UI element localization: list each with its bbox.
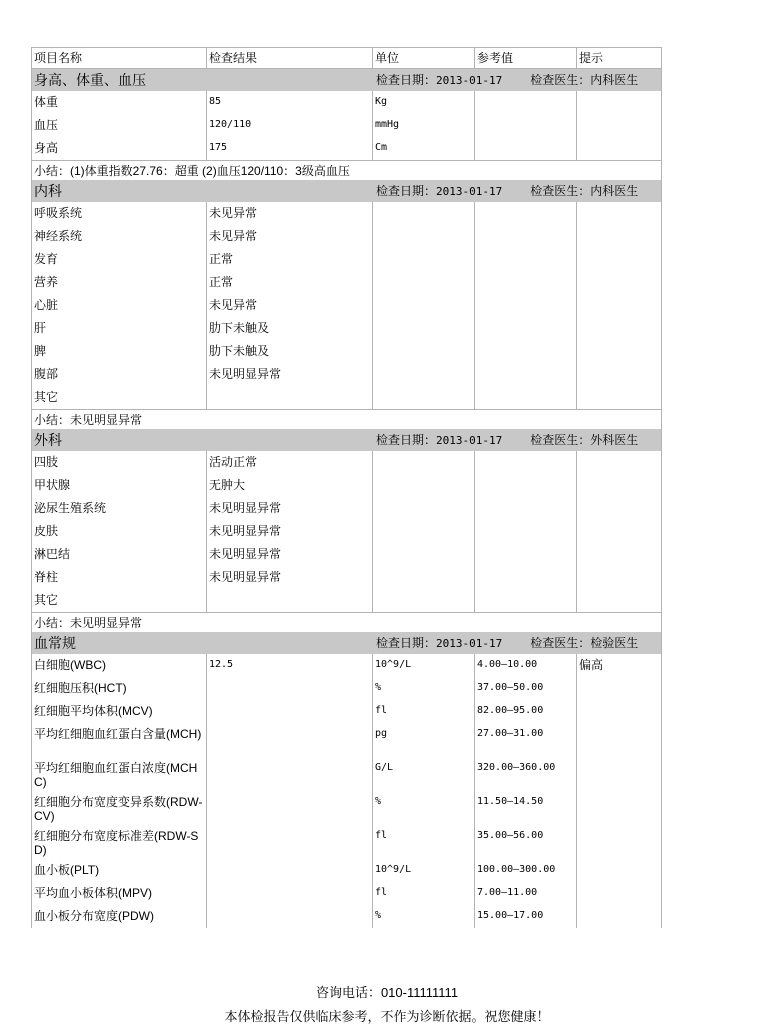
- cell-result: [207, 757, 373, 791]
- cell-reference: [475, 137, 577, 161]
- footer-phone: 咨询电话：010-11111111: [315, 985, 459, 1000]
- cell-item: 平均血小板体积(MPV): [32, 882, 207, 905]
- cell-result: [207, 882, 373, 905]
- cell-item: 脾: [32, 340, 207, 363]
- cell-reference: [475, 271, 577, 294]
- section-meta: [376, 184, 661, 199]
- cell-result: 未见异常: [207, 202, 373, 225]
- cell-hint: [577, 825, 662, 859]
- cell-reference: [475, 248, 577, 271]
- cell-unit: %: [373, 677, 475, 700]
- table-row: [32, 225, 662, 248]
- cell-result: 85: [207, 91, 373, 114]
- cell-reference: 27.00—31.00: [475, 723, 577, 757]
- cell-item: 红细胞平均体积(MCV): [32, 700, 207, 723]
- cell-hint: [577, 340, 662, 363]
- cell-result: [207, 859, 373, 882]
- cell-item: 脊柱: [32, 566, 207, 589]
- cell-unit: fl: [373, 700, 475, 723]
- cell-reference: [475, 520, 577, 543]
- check-doctor: [530, 433, 638, 447]
- cell-hint: [577, 566, 662, 589]
- section-header-row: [32, 180, 662, 202]
- cell-result: 未见异常: [207, 225, 373, 248]
- cell-result: 120/110: [207, 114, 373, 137]
- cell-hint: [577, 723, 662, 757]
- section-meta: [376, 433, 661, 448]
- cell-item: 营养: [32, 271, 207, 294]
- cell-hint: [577, 543, 662, 566]
- table-row: [32, 114, 662, 137]
- cell-reference: [475, 451, 577, 474]
- section-header-row: [32, 632, 662, 654]
- cell-unit: [373, 566, 475, 589]
- section-summary-row: [32, 613, 662, 633]
- cell-result: 未见明显异常: [207, 497, 373, 520]
- check-date-label: 检查日期：: [376, 183, 437, 198]
- check-doctor-value: 检验医生: [590, 635, 639, 650]
- cell-item: 红细胞压积(HCT): [32, 677, 207, 700]
- cell-unit: [373, 248, 475, 271]
- footer-note: 本体检报告仅供临床参考，不作为诊断依据。祝您健康！: [224, 1009, 550, 1024]
- cell-hint: [577, 225, 662, 248]
- cell-reference: [475, 589, 577, 613]
- section-meta: [376, 73, 661, 88]
- cell-reference: 15.00—17.00: [475, 905, 577, 928]
- cell-unit: [373, 474, 475, 497]
- cell-item: 平均红细胞血红蛋白含量(MCH): [32, 723, 207, 757]
- check-date-value: 2013-01-17: [436, 73, 503, 87]
- cell-reference: [475, 497, 577, 520]
- column-header-row: [32, 48, 662, 69]
- cell-result: 175: [207, 137, 373, 161]
- cell-unit: [373, 386, 475, 410]
- check-doctor-value: 内科医生: [590, 183, 639, 198]
- check-doctor-label: 检查医生：: [530, 635, 591, 650]
- section-summary: 小结：未见明显异常: [32, 613, 662, 633]
- cell-item: 平均红细胞血红蛋白浓度(MCHC): [32, 757, 207, 791]
- cell-unit: [373, 202, 475, 225]
- cell-item: 红细胞分布宽度标准差(RDW-SD): [32, 825, 207, 859]
- cell-hint: [577, 451, 662, 474]
- table-row: [32, 340, 662, 363]
- cell-result: 未见异常: [207, 294, 373, 317]
- cell-hint: [577, 114, 662, 137]
- cell-result: [207, 386, 373, 410]
- table-row: [32, 363, 662, 386]
- section-name: 血常规: [34, 634, 76, 651]
- table-row: [32, 317, 662, 340]
- cell-reference: [475, 543, 577, 566]
- cell-item: 其它: [32, 386, 207, 410]
- cell-result: 无肿大: [207, 474, 373, 497]
- section-meta: [376, 636, 661, 651]
- cell-item: 淋巴结: [32, 543, 207, 566]
- cell-item: 其它: [32, 589, 207, 613]
- cell-result: 未见明显异常: [207, 520, 373, 543]
- table-row: [32, 677, 662, 700]
- cell-result: 活动正常: [207, 451, 373, 474]
- cell-reference: 320.00—360.00: [475, 757, 577, 791]
- check-doctor-label: 检查医生：: [530, 432, 591, 447]
- cell-reference: [475, 114, 577, 137]
- section-summary-row: [32, 410, 662, 430]
- cell-hint: [577, 700, 662, 723]
- cell-reference: 4.00—10.00: [475, 654, 577, 677]
- cell-result: 未见明显异常: [207, 363, 373, 386]
- cell-hint: [577, 202, 662, 225]
- cell-hint: [577, 363, 662, 386]
- check-doctor: [530, 636, 638, 650]
- col-header-reference: 参考值: [475, 48, 577, 69]
- cell-result: [207, 677, 373, 700]
- cell-reference: 82.00—95.00: [475, 700, 577, 723]
- cell-hint: [577, 386, 662, 410]
- cell-result: 肋下未触及: [207, 317, 373, 340]
- cell-hint: [577, 757, 662, 791]
- cell-result: [207, 589, 373, 613]
- table-row: [32, 386, 662, 410]
- cell-result: 未见明显异常: [207, 543, 373, 566]
- check-date-value: 2013-01-17: [436, 184, 503, 198]
- table-row: [32, 520, 662, 543]
- table-row: [32, 825, 662, 859]
- cell-reference: [475, 202, 577, 225]
- section-header-row: [32, 429, 662, 451]
- cell-reference: 7.00—11.00: [475, 882, 577, 905]
- cell-reference: 37.00—50.00: [475, 677, 577, 700]
- cell-result: 正常: [207, 271, 373, 294]
- check-doctor-value: 外科医生: [590, 432, 639, 447]
- cell-hint: [577, 317, 662, 340]
- cell-hint: [577, 248, 662, 271]
- cell-reference: [475, 340, 577, 363]
- cell-item: 泌尿生殖系统: [32, 497, 207, 520]
- cell-reference: [475, 91, 577, 114]
- check-date-value: 2013-01-17: [436, 433, 503, 447]
- section-header: [32, 180, 662, 202]
- table-row: [32, 202, 662, 225]
- cell-item: 呼吸系统: [32, 202, 207, 225]
- cell-reference: 11.50—14.50: [475, 791, 577, 825]
- cell-hint: [577, 677, 662, 700]
- cell-unit: pg: [373, 723, 475, 757]
- col-header-item-name: 项目名称: [32, 48, 207, 69]
- cell-unit: %: [373, 905, 475, 928]
- cell-unit: [373, 363, 475, 386]
- cell-unit: [373, 497, 475, 520]
- check-doctor: [530, 184, 638, 198]
- cell-unit: [373, 317, 475, 340]
- table-row: [32, 882, 662, 905]
- cell-unit: [373, 589, 475, 613]
- cell-reference: 35.00—56.00: [475, 825, 577, 859]
- report-body: [32, 48, 662, 929]
- cell-hint: [577, 589, 662, 613]
- table-row: [32, 474, 662, 497]
- cell-unit: Cm: [373, 137, 475, 161]
- check-doctor-label: 检查医生：: [530, 183, 591, 198]
- table-row: [32, 543, 662, 566]
- cell-reference: [475, 566, 577, 589]
- cell-result: [207, 791, 373, 825]
- cell-unit: [373, 451, 475, 474]
- cell-item: 肝: [32, 317, 207, 340]
- check-date-label: 检查日期：: [376, 72, 437, 87]
- cell-item: 白细胞(WBC): [32, 654, 207, 677]
- cell-item: 身高: [32, 137, 207, 161]
- cell-hint: [577, 791, 662, 825]
- cell-result: [207, 700, 373, 723]
- cell-reference: [475, 386, 577, 410]
- cell-unit: 10^9/L: [373, 654, 475, 677]
- section-name: 身高、体重、血压: [34, 71, 146, 88]
- cell-reference: [475, 225, 577, 248]
- cell-hint: [577, 497, 662, 520]
- section-name: 内科: [34, 182, 62, 199]
- cell-unit: [373, 271, 475, 294]
- table-row: [32, 757, 662, 791]
- cell-unit: [373, 294, 475, 317]
- cell-result: [207, 905, 373, 928]
- cell-reference: [475, 317, 577, 340]
- cell-hint: [577, 271, 662, 294]
- section-header: [32, 69, 662, 92]
- cell-hint: [577, 91, 662, 114]
- section-summary-row: [32, 161, 662, 181]
- section-name: 外科: [34, 431, 62, 448]
- cell-unit: mmHg: [373, 114, 475, 137]
- table-row: [32, 723, 662, 757]
- table-row: [32, 905, 662, 928]
- cell-unit: Kg: [373, 91, 475, 114]
- cell-item: 四肢: [32, 451, 207, 474]
- section-summary: 小结：(1)体重指数27.76：超重 (2)血压120/110：3级高血压: [32, 161, 662, 181]
- cell-unit: 10^9/L: [373, 859, 475, 882]
- cell-item: 皮肤: [32, 520, 207, 543]
- table-row: [32, 791, 662, 825]
- cell-hint: [577, 905, 662, 928]
- cell-unit: [373, 543, 475, 566]
- cell-reference: [475, 294, 577, 317]
- cell-item: 发育: [32, 248, 207, 271]
- table-row: [32, 137, 662, 161]
- cell-unit: [373, 340, 475, 363]
- check-doctor: [530, 73, 638, 87]
- table-row: [32, 589, 662, 613]
- cell-unit: [373, 520, 475, 543]
- table-row: [32, 700, 662, 723]
- cell-item: 血小板分布宽度(PDW): [32, 905, 207, 928]
- cell-reference: [475, 363, 577, 386]
- cell-result: 肋下未触及: [207, 340, 373, 363]
- table-row: [32, 566, 662, 589]
- cell-result: 12.5: [207, 654, 373, 677]
- table-row: [32, 859, 662, 882]
- cell-hint: 偏高: [577, 654, 662, 677]
- cell-result: 未见明显异常: [207, 566, 373, 589]
- cell-result: [207, 723, 373, 757]
- col-header-result: 检查结果: [207, 48, 373, 69]
- section-header: [32, 632, 662, 654]
- cell-item: 甲状腺: [32, 474, 207, 497]
- table-row: [32, 497, 662, 520]
- check-date-value: 2013-01-17: [436, 636, 503, 650]
- check-doctor-value: 内科医生: [590, 72, 639, 87]
- cell-hint: [577, 294, 662, 317]
- cell-item: 体重: [32, 91, 207, 114]
- section-header-row: [32, 69, 662, 92]
- cell-item: 血压: [32, 114, 207, 137]
- cell-result: [207, 825, 373, 859]
- cell-hint: [577, 137, 662, 161]
- cell-item: 血小板(PLT): [32, 859, 207, 882]
- table-row: [32, 271, 662, 294]
- cell-item: 腹部: [32, 363, 207, 386]
- cell-reference: [475, 474, 577, 497]
- check-date-label: 检查日期：: [376, 635, 437, 650]
- col-header-hint: 提示: [577, 48, 662, 69]
- cell-reference: 100.00—300.00: [475, 859, 577, 882]
- cell-unit: G/L: [373, 757, 475, 791]
- cell-item: 红细胞分布宽度变异系数(RDW-CV): [32, 791, 207, 825]
- cell-hint: [577, 882, 662, 905]
- cell-hint: [577, 859, 662, 882]
- cell-item: 心脏: [32, 294, 207, 317]
- cell-item: 神经系统: [32, 225, 207, 248]
- table-row: [32, 451, 662, 474]
- check-date-label: 检查日期：: [376, 432, 437, 447]
- table-row: [32, 294, 662, 317]
- check-doctor-label: 检查医生：: [530, 72, 591, 87]
- table-row: [32, 654, 662, 677]
- cell-unit: [373, 225, 475, 248]
- table-row: [32, 248, 662, 271]
- report-table: [31, 47, 662, 928]
- cell-hint: [577, 520, 662, 543]
- cell-unit: %: [373, 791, 475, 825]
- table-row: [32, 91, 662, 114]
- col-header-unit: 单位: [373, 48, 475, 69]
- cell-hint: [577, 474, 662, 497]
- cell-result: 正常: [207, 248, 373, 271]
- section-header: [32, 429, 662, 451]
- section-summary: 小结：未见明显异常: [32, 410, 662, 430]
- cell-unit: fl: [373, 825, 475, 859]
- cell-unit: fl: [373, 882, 475, 905]
